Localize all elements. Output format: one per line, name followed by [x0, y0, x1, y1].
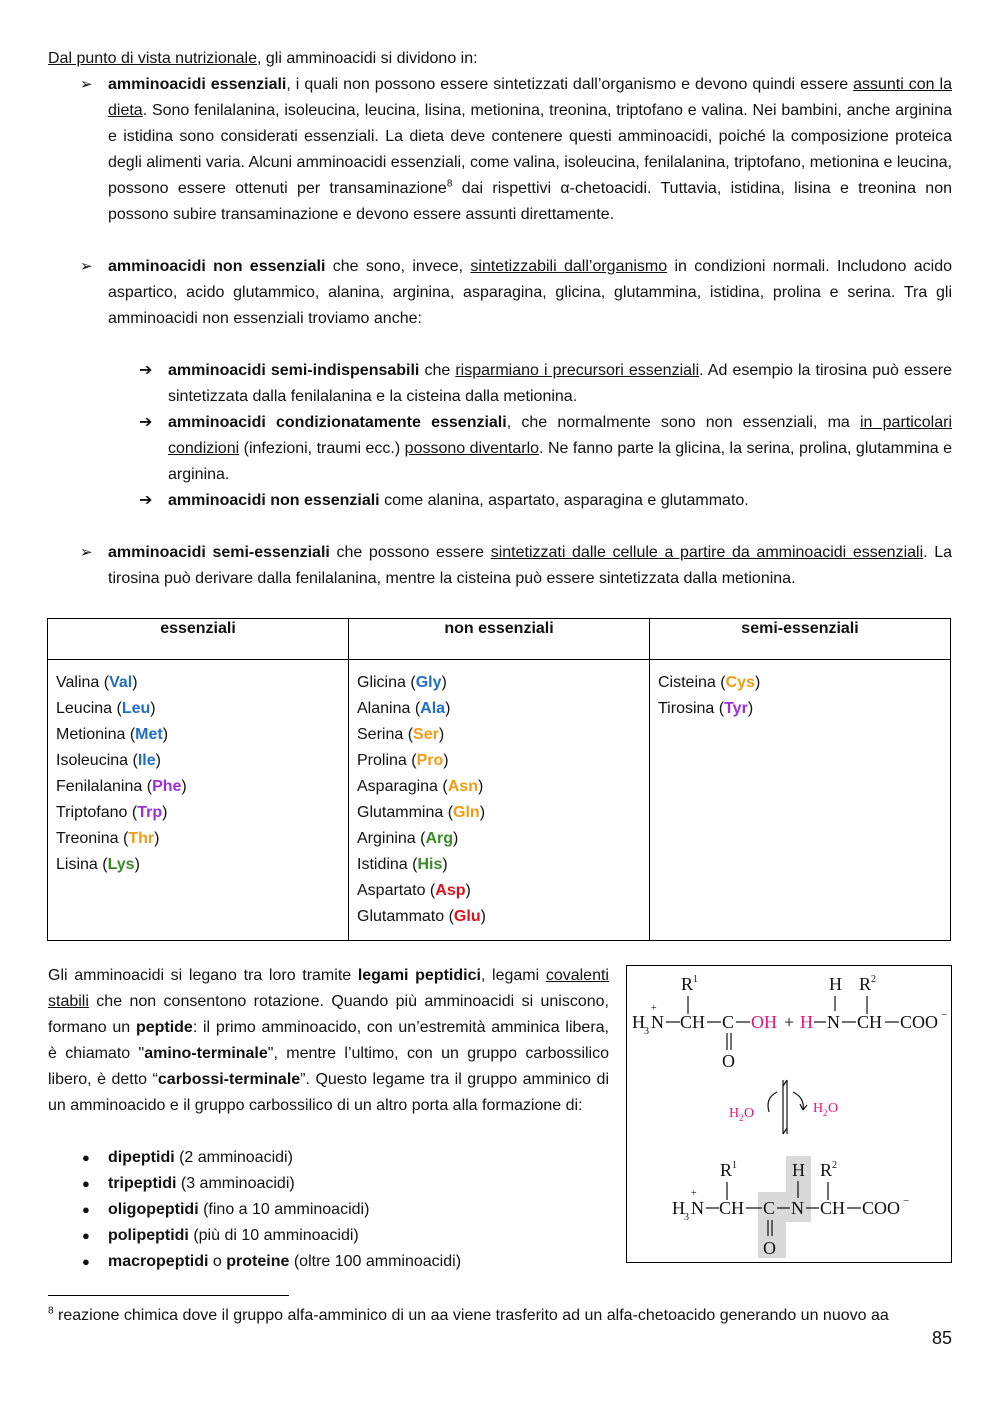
- peptide-section: [48, 963, 609, 1275]
- ch-label-product: CH: [719, 1198, 745, 1218]
- list-item: [48, 1249, 609, 1275]
- charge-minus-product: −: [903, 1195, 910, 1207]
- list-item: Glutammina (Gln): [357, 804, 486, 821]
- water-index-right: 2: [823, 1108, 828, 1118]
- amino-acid-abbr: Trp: [137, 804, 163, 821]
- bullet-dot-icon: ●: [82, 1176, 90, 1191]
- amino-acid-name: Metionina: [56, 726, 126, 743]
- amino-acid-name: Alanina: [357, 700, 411, 717]
- o-label-product: O: [763, 1238, 776, 1258]
- charge-plus: +: [651, 1003, 657, 1014]
- text-essenziali-2: . Sono fenilalanina, isoleucina, leucina, lisina, metionina, treonina, triptofano e valina. Nei bambini, anche arginina e istidina sono considerati essenziali. La dieta deve contenere questi amminoacidi, poiché la composizione proteica degli alimenti varia. Alcuni amminoacidi essenziali, come valina, isoleucina, fenilalanina, triptofano, metionina e leucina, possono essere ottenuti per transaminazione: [108, 102, 953, 197]
- o-label: O: [722, 1051, 735, 1071]
- water-h-left: H: [729, 1106, 740, 1121]
- oh-label: OH: [751, 1012, 777, 1032]
- amino-acid-name: Leucina: [56, 700, 113, 717]
- arrowhead-bullet-icon: ➢: [80, 544, 93, 561]
- underline-risparmiano: risparmiano i precursori essenziali: [455, 362, 700, 379]
- amino-acid-name: Aspartato: [357, 882, 426, 899]
- bullet-term: macropeptidi: [108, 1253, 209, 1270]
- coo-label: COO: [900, 1012, 939, 1032]
- text-semi-1: che possono essere: [329, 544, 491, 561]
- amino-acid-abbr: Ile: [137, 752, 156, 769]
- h-label-top: H: [829, 974, 842, 994]
- list-item: Triptofano (Trp): [56, 804, 168, 821]
- amino-acid-abbr: Arg: [425, 830, 454, 847]
- peptide-paragraph: [48, 963, 609, 1119]
- amino-acid-abbr: Met: [135, 726, 163, 743]
- list-item: Prolina (Pro): [357, 752, 449, 769]
- footnote-number: 8: [48, 1305, 54, 1317]
- bullet-text: (fino a 10 amminoacidi): [198, 1201, 370, 1218]
- list-item: Glutammato (Glu): [357, 908, 486, 925]
- r2-index-product: 2: [832, 1160, 837, 1171]
- underline-diventarlo: possono diventarlo: [404, 440, 540, 457]
- column-semi-essenziali: [650, 660, 951, 941]
- c-label: C: [722, 1012, 735, 1032]
- r1-index: 1: [693, 974, 698, 985]
- term-amino-terminale: amino-terminale: [144, 1045, 268, 1062]
- r1-label: R: [681, 974, 694, 994]
- term-semi-essenziali: amminoacidi semi-essenziali: [108, 544, 330, 561]
- pep-t1: Gli amminoacidi si legano tra loro tramite: [48, 967, 358, 984]
- list-item-non-essenziali: [48, 254, 952, 332]
- text-sub1-3: . Ne fanno parte la glicina, la serina, prolina, glutammina e arginina.: [168, 440, 952, 483]
- list-item: Valina (Val): [56, 674, 138, 691]
- bullet-term: dipeptidi: [108, 1149, 175, 1166]
- bullet-text: (2 amminoacidi): [174, 1149, 293, 1166]
- list-item: [48, 1223, 609, 1249]
- list-item: Aspartato (Asp): [357, 882, 471, 899]
- amino-acid-name: Lisina: [56, 856, 98, 873]
- underline-sintetizzabili: sintetizzabili dall’organismo: [470, 258, 668, 275]
- sublist-item-condizionatamente: [48, 410, 952, 488]
- right-arrow-icon: ➔: [139, 362, 153, 379]
- amino-acid-name: Glutammina: [357, 804, 444, 821]
- list-item: Tirosina (Tyr): [658, 700, 754, 717]
- term-condizionatamente: amminoacidi condizionatamente essenziali: [168, 414, 507, 431]
- ch-label: CH: [680, 1012, 706, 1032]
- term-semi-indispensabili: amminoacidi semi-indispensabili: [168, 362, 420, 379]
- text-semi-2: . La tirosina può derivare dalla fenilalanina, mentre la cisteina può essere sintetizzata dalla metionina.: [108, 544, 953, 587]
- pep-t2: , legami: [480, 967, 546, 984]
- ch-label-product-2: CH: [820, 1198, 846, 1218]
- arrowhead-bullet-icon: ➢: [80, 76, 93, 93]
- amino-acid-name: Glutammato: [357, 908, 445, 925]
- bullet-term: oligopeptidi: [108, 1201, 199, 1218]
- list-item: [48, 1197, 609, 1223]
- h-highlight-label: H: [800, 1012, 813, 1032]
- water-index-left: 2: [739, 1113, 744, 1123]
- bullet-dot-icon: ●: [82, 1202, 90, 1217]
- table-row: [48, 660, 951, 941]
- underline-particolari: in particolari condizioni: [168, 414, 953, 457]
- footnote-separator: [48, 1295, 289, 1296]
- intro-underlined: Dal punto di vista nutrizionale: [48, 50, 258, 67]
- amino-acid-abbr: Lys: [107, 856, 135, 873]
- amino-acid-abbr: His: [417, 856, 443, 873]
- n-label-2: N: [827, 1012, 840, 1032]
- intro-line: [48, 46, 952, 72]
- sublist-item-semi-indispensabili: [48, 358, 952, 410]
- amino-acid-name: Fenilalanina: [56, 778, 143, 795]
- underline-assunti: assunti con la dieta: [108, 76, 952, 119]
- right-arrow-icon: ➔: [139, 492, 153, 509]
- amino-acid-abbr: Thr: [128, 830, 155, 847]
- coo-label-product: COO: [862, 1198, 901, 1218]
- amino-acid-abbr: Leu: [121, 700, 151, 717]
- amino-acid-abbr: Gln: [453, 804, 480, 821]
- bullet-text: (oltre 100 amminoacidi): [289, 1253, 462, 1270]
- water-o-right: O: [828, 1101, 839, 1116]
- term-non-essenziali: amminoacidi non essenziali: [108, 258, 326, 275]
- amino-acid-name: Triptofano: [56, 804, 128, 821]
- r1-index-product: 1: [732, 1160, 737, 1171]
- text-essenziali-3: dai rispettivi α-chetoacidi. Tuttavia, istidina, lisina e treonina non possono subire transaminazione e devono essere assunti direttamente.: [108, 180, 952, 223]
- list-item: Glicina (Gly): [357, 674, 447, 691]
- amino-acid-name: Glicina: [357, 674, 406, 691]
- amino-acid-abbr: Val: [109, 674, 133, 691]
- r2-label: R: [859, 974, 872, 994]
- h-label: H: [632, 1012, 645, 1032]
- text-sub2-1: come alanina, aspartato, asparagina e glutammato.: [379, 492, 749, 509]
- term-peptide: peptide: [135, 1019, 193, 1036]
- amino-acid-name: Isoleucina: [56, 752, 129, 769]
- list-item: Asparagina (Asn): [357, 778, 484, 795]
- bullet-dot-icon: ●: [82, 1150, 90, 1165]
- amino-acid-name: Treonina: [56, 830, 119, 847]
- text-sub0-1: che: [419, 362, 456, 379]
- text-sub0-2: . Ad esempio la tirosina può essere sintetizzata dalla fenilalanina e la cisteina dalla metionina.: [168, 362, 953, 405]
- term-carbossi-terminale: carbossi-terminale: [157, 1071, 301, 1088]
- bullet-text: (più di 10 amminoacidi): [188, 1227, 359, 1244]
- right-arrow-icon: ➔: [139, 414, 153, 431]
- amino-acid-name: Serina: [357, 726, 404, 743]
- plus-sign: +: [784, 1012, 795, 1032]
- list-item: Cisteina (Cys): [658, 674, 761, 691]
- arrowhead-bullet-icon: ➢: [80, 258, 93, 275]
- list-item: [48, 1145, 609, 1171]
- list-item: Alanina (Ala): [357, 700, 451, 717]
- column-essenziali: [48, 660, 349, 941]
- list-item: Leucina (Leu): [56, 700, 156, 717]
- amino-acid-abbr: Cys: [725, 674, 755, 691]
- list-item-essenziali: [48, 72, 952, 228]
- list-item: Treonina (Thr): [56, 830, 160, 847]
- list-item: [48, 1171, 609, 1197]
- water-h-right: H: [813, 1101, 824, 1116]
- n-label-product-2: N: [791, 1198, 804, 1218]
- bullet-term-2: proteine: [226, 1253, 290, 1270]
- amino-acid-abbr: Tyr: [724, 700, 748, 717]
- amino-acid-abbr: Asp: [435, 882, 466, 899]
- term-legami-peptidici: legami peptidici: [357, 967, 481, 984]
- bullet-text: (3 amminoacidi): [176, 1175, 295, 1192]
- pep-t4: : il primo amminoacido, con un’estremità amminica libera, è chiamato ": [48, 1019, 610, 1062]
- amino-acid-abbr: Ser: [413, 726, 439, 743]
- charge-minus: −: [941, 1009, 948, 1021]
- underline-covalenti: covalenti stabili: [48, 967, 609, 1010]
- underline-sintetizzati: sintetizzati dalle cellule a partire da amminoacidi essenziali: [490, 544, 924, 561]
- amino-acid-table: [47, 618, 951, 941]
- text-sub1-2: (infezioni, traumi ecc.): [239, 440, 405, 457]
- h3-index-product: 3: [684, 1212, 689, 1223]
- pep-t3: che non consentono rotazione. Quando più amminoacidi si uniscono, formano un: [48, 993, 609, 1036]
- list-item: Lisina (Lys): [56, 856, 140, 873]
- text-essenziali-1: , i quali non possono essere sintetizzati dall’organismo e devono quindi essere: [286, 76, 854, 93]
- text-ne-2: in condizioni normali. Includono acido aspartico, acido glutammico, alanina, arginina, asparagina, glicina, glutammina, istidina, prolina e serina. Tra gli amminoacidi non essenziali troviamo anche:: [108, 258, 952, 327]
- charge-plus-product: +: [691, 1188, 697, 1199]
- bullet-term: tripeptidi: [108, 1175, 177, 1192]
- amino-acid-name: Prolina: [357, 752, 407, 769]
- amino-acid-name: Asparagina: [357, 778, 438, 795]
- table-header-row: [48, 619, 951, 660]
- column-non-essenziali: [349, 660, 650, 941]
- list-item: Istidina (His): [357, 856, 448, 873]
- header-essenziali: essenziali: [48, 619, 349, 660]
- peptide-bond-figure: [626, 965, 952, 1263]
- amino-acid-name: Arginina: [357, 830, 416, 847]
- pep-t6: ”. Questo legame tra il gruppo amminico di un amminoacido e il gruppo carbossilico di un altro porta alla formazione di:: [48, 1071, 610, 1114]
- list-item: Arginina (Arg): [357, 830, 459, 847]
- page-body: [48, 46, 952, 592]
- page-number: 85: [931, 1328, 952, 1348]
- c-label-product: C: [763, 1198, 776, 1218]
- list-item-semi-essenziali: [48, 540, 952, 592]
- amino-acid-abbr: Asn: [447, 778, 478, 795]
- footnote: [48, 1305, 958, 1327]
- r2-label-product: R: [820, 1160, 833, 1180]
- list-item: Metionina (Met): [56, 726, 169, 743]
- bullet-dot-icon: ●: [82, 1228, 90, 1243]
- list-item: Serina (Ser): [357, 726, 445, 743]
- header-non-essenziali: non essenziali: [349, 619, 650, 660]
- list-item: Isoleucina (Ile): [56, 752, 161, 769]
- header-semi-essenziali: semi-essenziali: [650, 619, 951, 660]
- sublist-item-non-essenziali: [48, 488, 952, 514]
- h3-index: 3: [644, 1026, 649, 1037]
- amino-acid-abbr: Gly: [415, 674, 442, 691]
- amino-acid-abbr: Ala: [420, 700, 446, 717]
- list-item: Fenilalanina (Phe): [56, 778, 187, 795]
- amino-acid-abbr: Glu: [453, 908, 481, 925]
- amino-acid-name: Istidina: [357, 856, 408, 873]
- peptide-bond-diagram: [627, 966, 951, 1262]
- n-label-product: N: [691, 1198, 704, 1218]
- r1-label-product: R: [720, 1160, 733, 1180]
- footnote-text: reazione chimica dove il gruppo alfa-amminico di un aa viene trasferito ad un alfa-chetoacido generando un nuovo aa: [53, 1307, 889, 1324]
- ch-label-2: CH: [857, 1012, 883, 1032]
- bullet-term: polipeptidi: [108, 1227, 189, 1244]
- term-essenziali: amminoacidi essenziali: [108, 76, 287, 93]
- amino-acid-name: Tirosina: [658, 700, 715, 717]
- bullet-mid: o: [208, 1253, 227, 1270]
- pep-t5: ", mentre l’ultimo, con un gruppo carbossilico libero, è detto “: [48, 1045, 609, 1088]
- footnote-ref[interactable]: 8: [446, 178, 453, 190]
- h-label-product: H: [672, 1198, 685, 1218]
- amino-acid-abbr: Phe: [152, 778, 182, 795]
- bullet-dot-icon: ●: [82, 1254, 90, 1269]
- r2-index: 2: [871, 974, 876, 985]
- term-non-essenziali-sub: amminoacidi non essenziali: [168, 492, 380, 509]
- water-o-left: O: [744, 1106, 755, 1121]
- text-sub1-1: , che normalmente sono non essenziali, ma: [506, 414, 860, 431]
- amino-acid-abbr: Pro: [416, 752, 444, 769]
- n-label: N: [651, 1012, 664, 1032]
- amino-acid-name: Valina: [56, 674, 100, 691]
- amino-acid-name: Cisteina: [658, 674, 716, 691]
- h-label-product-top: H: [792, 1160, 805, 1180]
- text-ne-1: che sono, invece,: [325, 258, 471, 275]
- intro-rest: , gli amminoacidi si dividono in:: [257, 50, 478, 67]
